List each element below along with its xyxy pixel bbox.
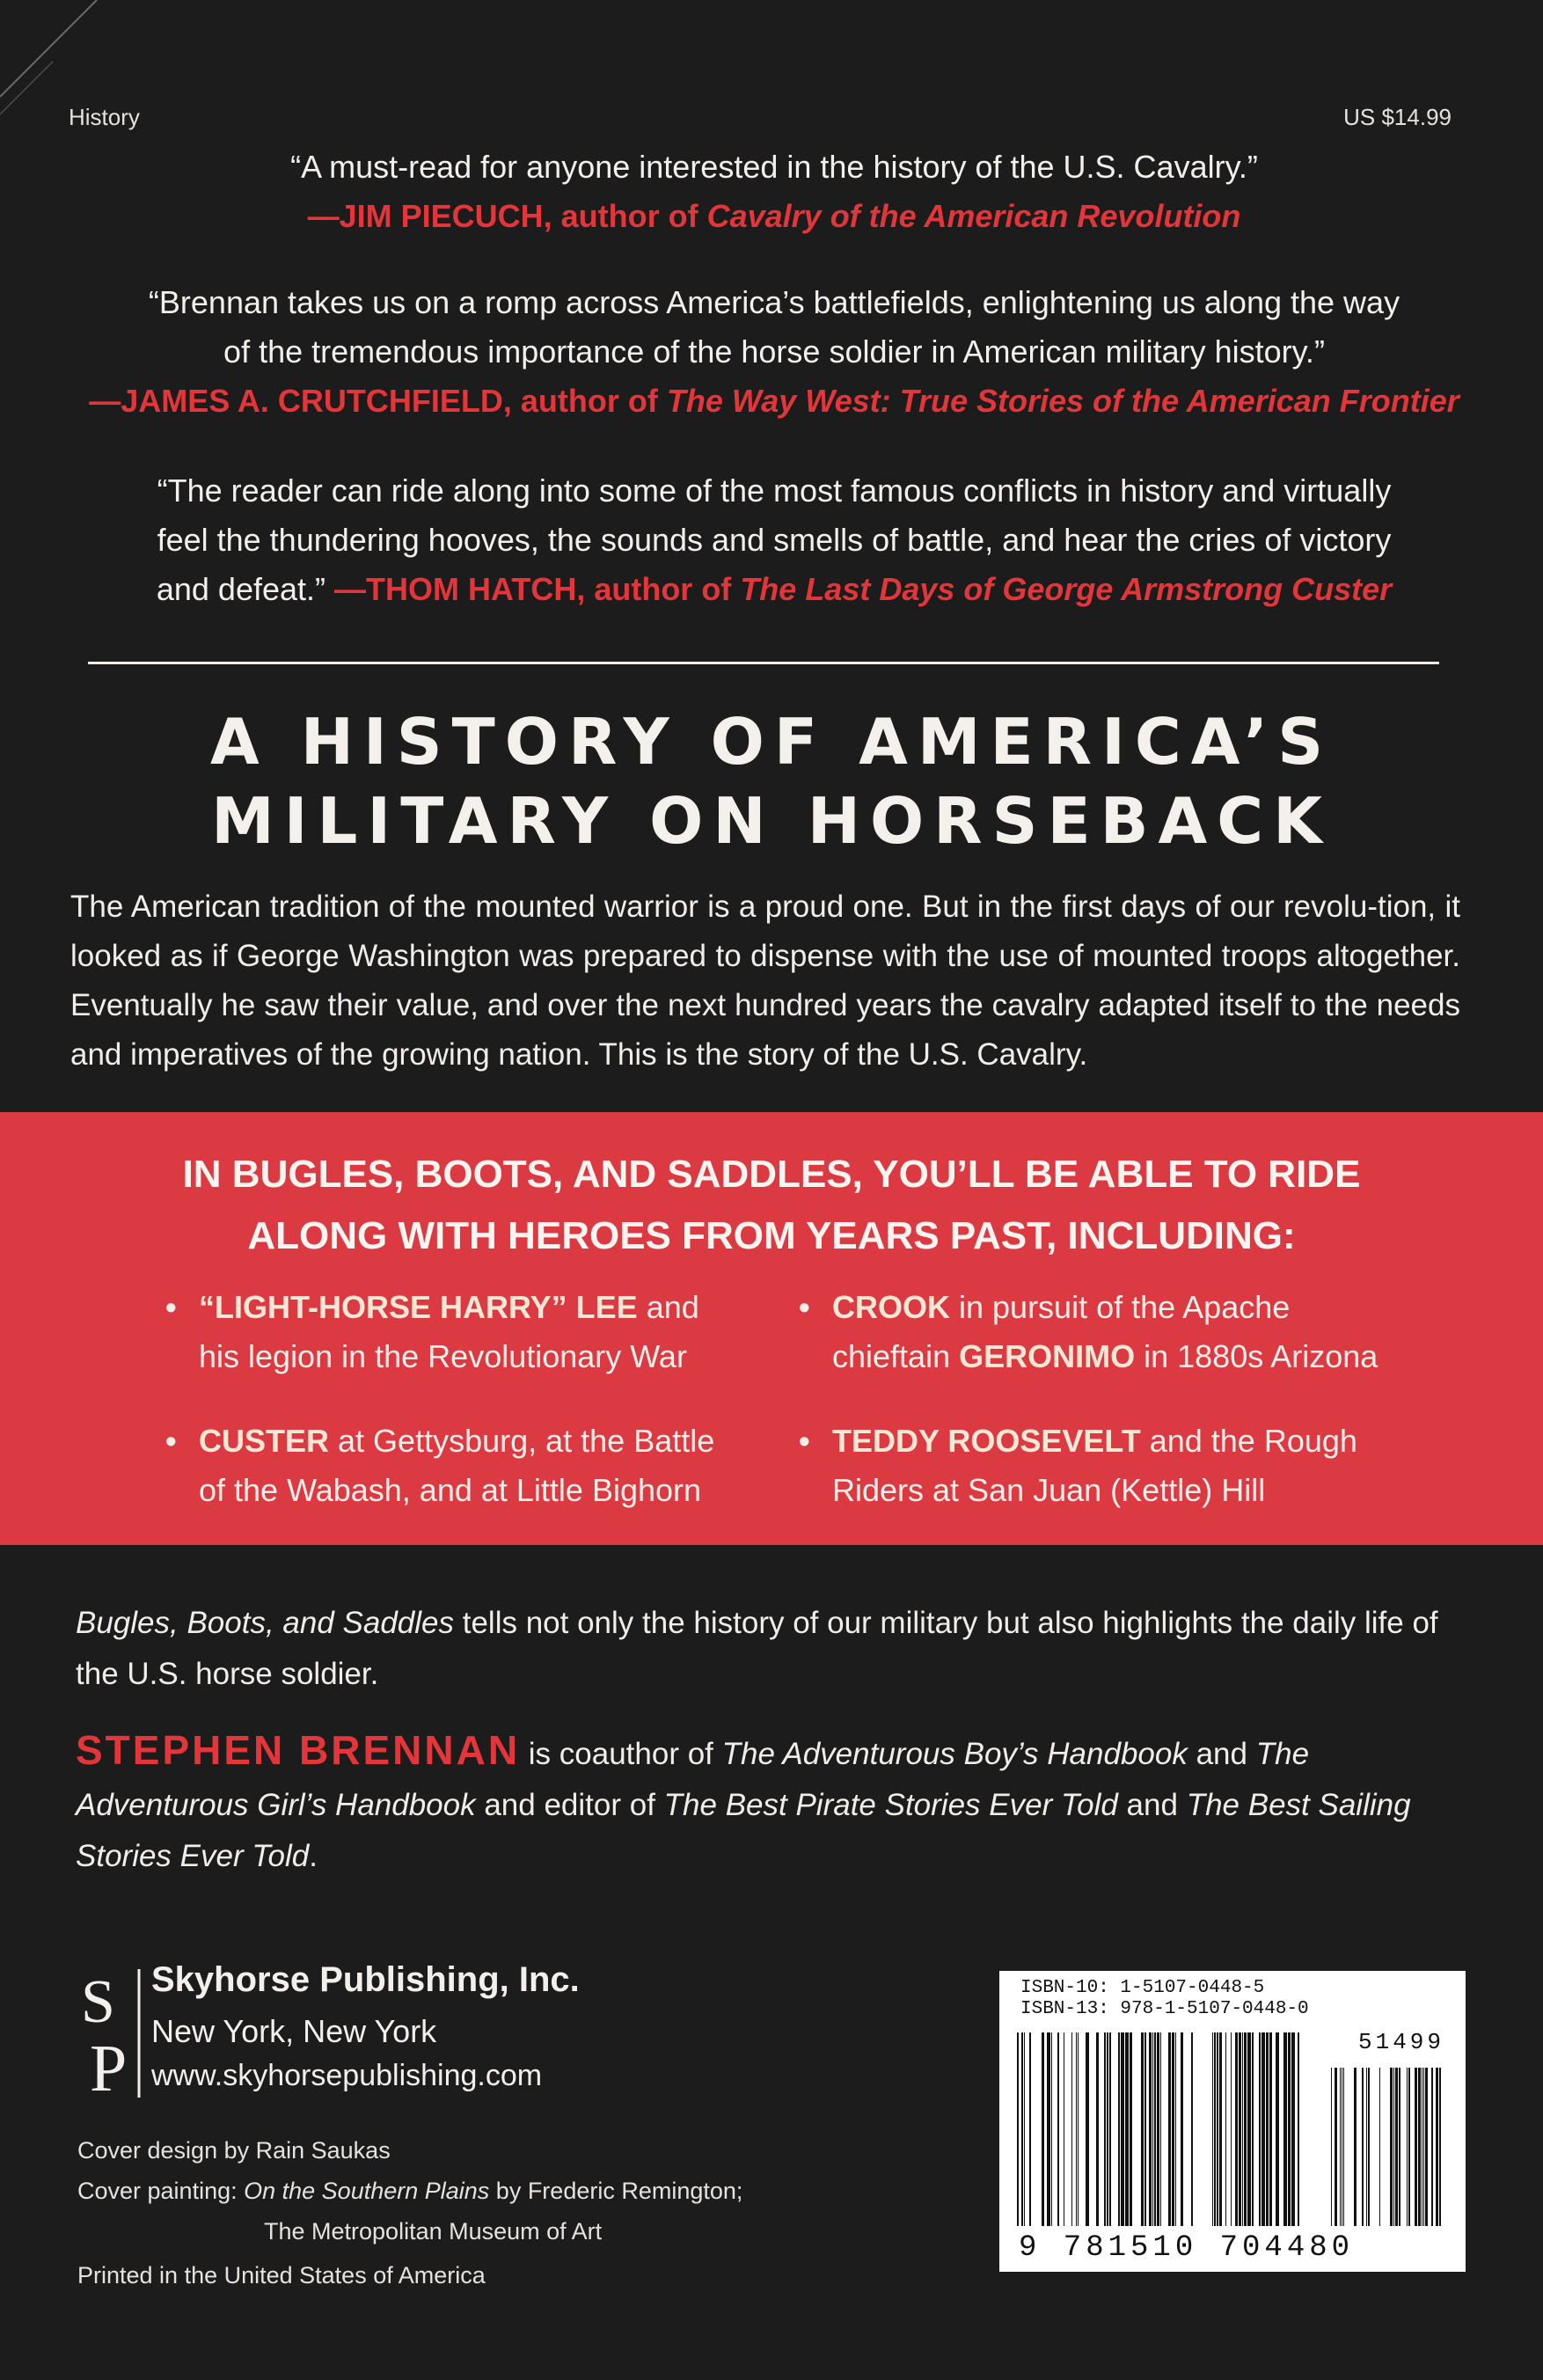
category-label: History	[69, 104, 140, 130]
publisher-url[interactable]: www.skyhorsepublishing.com	[151, 2059, 543, 2092]
bullet: •	[165, 1423, 177, 1459]
quote-text: “The reader can ride along into some of the most famous conflicts in history and virtually	[157, 472, 1392, 509]
isbn-13: ISBN-13: 978-1-5107-0448-0	[1020, 1999, 1309, 2019]
ean-number: 9 781510 704480	[1019, 2231, 1355, 2265]
quote-attribution: —JAMES A. CRUTCHFIELD, author of The Way West: True Stories of the American Frontier	[89, 383, 1459, 419]
bullet: •	[799, 1289, 810, 1325]
bullet: •	[799, 1423, 810, 1459]
quote-text: “Brennan takes us on a romp across America’s battlefields, enlightening us along the way	[148, 284, 1400, 320]
summary-paragraph: Bugles, Boots, and Saddles tells not only the history of our military but also highlights the daily life of the U.S. horse soldier.	[76, 1606, 1438, 1691]
headline-line-1: A HISTORY OF AMERICA’S	[209, 705, 1334, 779]
attribution-book-title: The Last Days of George Armstrong Custer	[740, 571, 1393, 607]
barcode-panel	[999, 1971, 1466, 2272]
description: The American tradition of the mounted warrior is a proud one. But in the first days of our revolu-tion, it looked as if George Washington was prepared to dispense with the use of mounted troops altogether. Eventually he saw their value, and over the next hundred years the cavalry adapted itself to the needs and imperatives of the growing nation. This is the story of the U.S. Cavalry.	[70, 890, 1460, 1072]
author-name: STEPHEN BRENNAN	[76, 1727, 521, 1773]
publisher-logo-icon	[77, 1967, 141, 2099]
price-label: US $14.99	[1343, 104, 1452, 130]
hero-item-lee: • “LIGHT-HORSE HARRY” LEE and his legion in the Revolutionary War	[199, 1283, 699, 1381]
quote-text: of the tremendous importance of the horse soldier in American military history.”	[223, 333, 1325, 370]
author-bio: STEPHEN BRENNAN is coauthor of The Adventurous Boy’s Handbook and The Adventurous Girl’s Handbook and editor of The Best Pirate Stories Ever Told and The Best Sailing Stories Ever Told.	[76, 1727, 1411, 1873]
quote-text-end: and defeat.” —THOM HATCH, author of The Last Days of George Armstrong Custer	[156, 571, 1393, 607]
publisher-city: New York, New York	[151, 2013, 437, 2049]
quote-attribution: —JIM PIECUCH, author of Cavalry of the American Revolution	[307, 198, 1241, 234]
bullet: •	[165, 1289, 177, 1325]
printed-credit: Printed in the United States of America	[77, 2262, 486, 2288]
quote-text: “A must-read for anyone interested in the history of the U.S. Cavalry.”	[290, 149, 1258, 185]
attribution-book-title: The Way West: True Stories of the American Frontier	[666, 383, 1459, 419]
quote-3	[88, 466, 1460, 614]
hero-item-custer: • CUSTER at Gettysburg, at the Battle of the Wabash, and at Little Bighorn	[199, 1417, 714, 1515]
quote-1	[88, 143, 1460, 241]
barcode-icon	[1017, 2032, 1448, 2226]
quote-text: feel the thundering hooves, the sounds and smells of battle, and hear the cries of victory	[157, 522, 1392, 558]
hero-item-crook: • CROOK in pursuit of the Apache chieftain GERONIMO in 1880s Arizona	[832, 1283, 1378, 1381]
cover-design-credit: Cover design by Rain Saukas	[77, 2137, 391, 2164]
publisher-name: Skyhorse Publishing, Inc.	[151, 1960, 580, 1999]
museum-credit: The Metropolitan Museum of Art	[264, 2218, 603, 2245]
divider	[88, 662, 1439, 664]
quote-2	[88, 278, 1460, 426]
headline-line-2: MILITARY ON HORSEBACK	[211, 784, 1332, 858]
attribution-book-title: Cavalry of the American Revolution	[706, 198, 1241, 234]
band-title: IN BUGLES, BOOTS, AND SADDLES, YOU’LL BE ABLE TO RIDE ALONG WITH HEROES FROM YEARS PAST, INCLUDING:	[182, 1153, 1361, 1257]
isbn-10: ISBN-10: 1-5107-0448-5	[1020, 1978, 1265, 1998]
svg-text:P: P	[90, 2032, 128, 2099]
price-code: 51499	[1357, 2029, 1444, 2055]
svg-text:S: S	[81, 1968, 115, 2036]
cover-painting-credit: Cover painting: On the Southern Plains by Frederic Remington;	[77, 2178, 743, 2204]
hero-item-roosevelt: • TEDDY ROOSEVELT and the Rough Riders at San Juan (Kettle) Hill	[832, 1417, 1357, 1515]
